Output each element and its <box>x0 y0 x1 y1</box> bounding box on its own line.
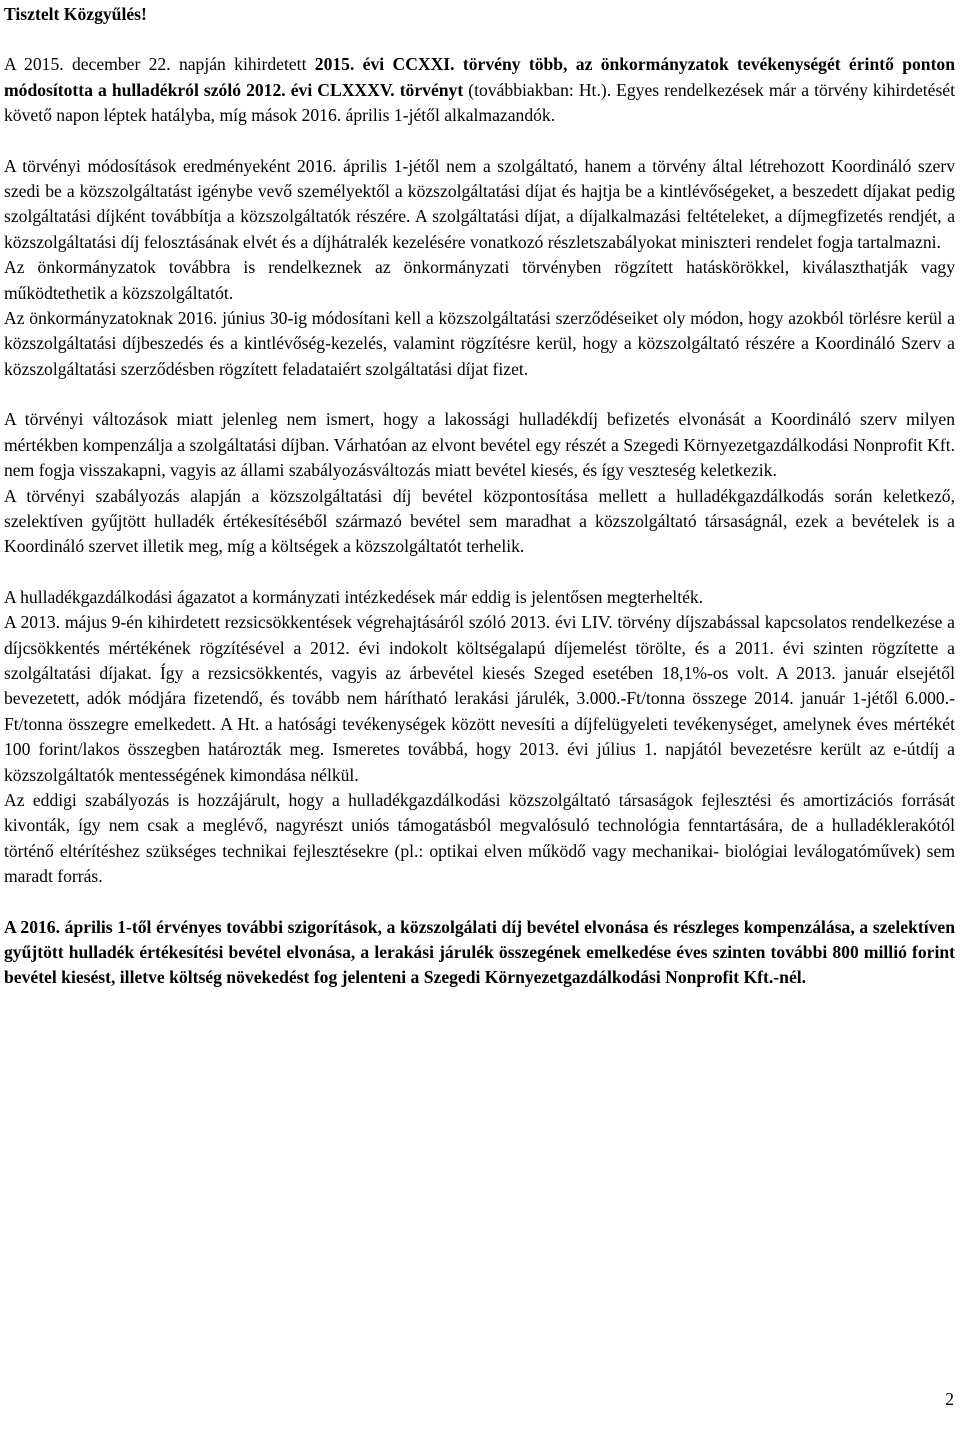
spacer <box>4 129 955 154</box>
paragraph-fejlesztes: Az eddigi szabályozás is hozzájárult, hogy a hulladékgazdálkodási közszolgáltató társaságok fejlesztési és amortizációs forrását kivonták, így nem csak a meglévő, nagyrészt uniós támogatásból megvalósuló technológia fenntartására, de a hulladéklerakótól történő eltérítéshez szükséges technikai fejlesztésekre (pl.: optikai elven működő vagy mechanikai- biológiai leválogatóművek) sem maradt forrás. <box>4 789 955 887</box>
spacer <box>4 382 955 407</box>
page-number: 2 <box>945 1389 954 1409</box>
paragraph-koordinalo: A törvényi módosítások eredményeként 2016. április 1-jétől nem a szolgáltató, hanem a törvény által létrehozott Koordináló szerv szedi be a közszolgáltatást igénybe vevő személyektől a közszolgáltatási díjat és hajtja be a kintlévőségeket, a beszedett díjakat pedig szolgáltatási díjként továbbítja a közszolgáltatók részére. A szolgáltatási díjat, a díjalkalmazási feltételeket, a díjmegfizetés rendjét, a közszolgáltatási díj felosztásának elvét és a díjhátralék kezelésére vonatkozó részletszabályokat miniszteri rendelet fogja tartalmazni. <box>4 155 955 252</box>
paragraph-valtozasok: A törvényi változások miatt jelenleg nem ismert, hogy a lakossági hulladékdíj befizetés elvonását a Koordináló szerv milyen mértékben kompenzálja a szolgáltatási díjban. Várhatóan az elvont bevétel egy részét a Szegedi Környezetgazdálkodási Nonprofit Kft. nem fogja visszakapni, vagyis az állami szabályozásváltozás miatt bevétel kiesés, és így veszteség keletkezik. <box>4 409 955 481</box>
intro-part-3: (továbbiakban: Ht.). Egyes rendelkezések már a törvény kihirdetését követő napon léptek hatályba, míg mások 2016. április 1-jétől alkalmazandók. <box>4 79 955 126</box>
spacer <box>4 27 955 52</box>
paragraph-intro <box>4 52 955 128</box>
paragraph-conclusion-bold: A 2016. április 1-től érvényes további szigorítások, a közszolgálati díj bevétel elvonása és részleges kompenzálása, a szelektíven gyűjtött hulladék értékesítési bevétel elvonása, a lerakási járulék összegének emelkedése éves szinten további 800 millió forint bevétel kiesést, illetve költség növekedést fog jelenteni a Szegedi Környezetgazdálkodási Nonprofit Kft.-nél. <box>4 916 955 988</box>
paragraph-agazat: A hulladékgazdálkodási ágazatot a kormányzati intézkedések már eddig is jelentősen megterhelték. <box>4 586 704 607</box>
spacer <box>4 560 955 585</box>
document-page <box>4 0 955 991</box>
intro-part-2-bold: 2015. évi CCXXI. törvény több, az önkormányzatok tevékenységét érintő ponton módosította a hulladékról szóló 2012. évi CLXXXV. törvényt <box>4 54 956 100</box>
intro-part-1: A 2015. december 22. napján kihirdetett <box>4 54 315 75</box>
salutation: Tisztelt Közgyűlés! <box>4 4 147 24</box>
paragraph-bevetel-kozpontositas: A törvényi szabályozás alapján a közszolgáltatási díj bevétel központosítása mellett a hulladékgazdálkodás során keletkező, szelektíven gyűjtött hulladék értékesítéséből származó bevétel sem maradhat a közszolgáltató társaságnál, ezek a bevételek is a Koordináló szervet illetik meg, míg a költségek a közszolgáltatót terhelik. <box>4 485 955 557</box>
paragraph-rezsicsokkentes: A 2013. május 9-én kihirdetett rezsicsökkentések végrehajtásáról szóló 2013. évi LIV. törvény díjszabással kapcsolatos rendelkezése a díjcsökkentés mértékének rögzítésével a 2012. évi indokolt költségalapú díjemelést törölte, és a 2011. évi szinten rögzítette a szolgáltatási díjakat. Így a rezsicsökkentés, vagyis az árbevétel kiesés Szeged esetében 18,1%-os volt. A 2013. január elsejétől bevezetett, adók módjára fizetendő, és tovább nem hárítható lerakási járulék, 3.000.-Ft/tonna összege 2014. január 1-jétől 6.000.-Ft/tonna összegre emelkedett. A Ht. a hatósági tevékenységek között nevesíti a díjfelügyeleti tevékenységet, amelynek éves mértékét 100 forint/lakos összegben határozták meg. Ismeretes továbbá, hogy 2013. évi július 1. napjától bevezetésre került az e-útdíj a közszolgáltatók mentességének kimondása nélkül. <box>4 612 955 785</box>
paragraph-szerzodesek: Az önkormányzatoknak 2016. június 30-ig módosítani kell a közszolgáltatási szerződéseiket oly módon, hogy azokból törlésre kerül a közszolgáltatási díjbeszedés és a kintlévőség-kezelés, valamint rögzítésre kerül, hogy a közszolgáltató részére a Koordináló Szerv a közszolgáltatási szerződésben rögzített feladataiért szolgáltatási díjat fizet. <box>4 308 955 379</box>
paragraph-hataskorok: Az önkormányzatok továbbra is rendelkeznek az önkormányzati törvényben rögzített hatáskörökkel, kiválaszthatják vagy működtethetik a közszolgáltatót. <box>4 257 955 303</box>
spacer <box>4 890 955 915</box>
